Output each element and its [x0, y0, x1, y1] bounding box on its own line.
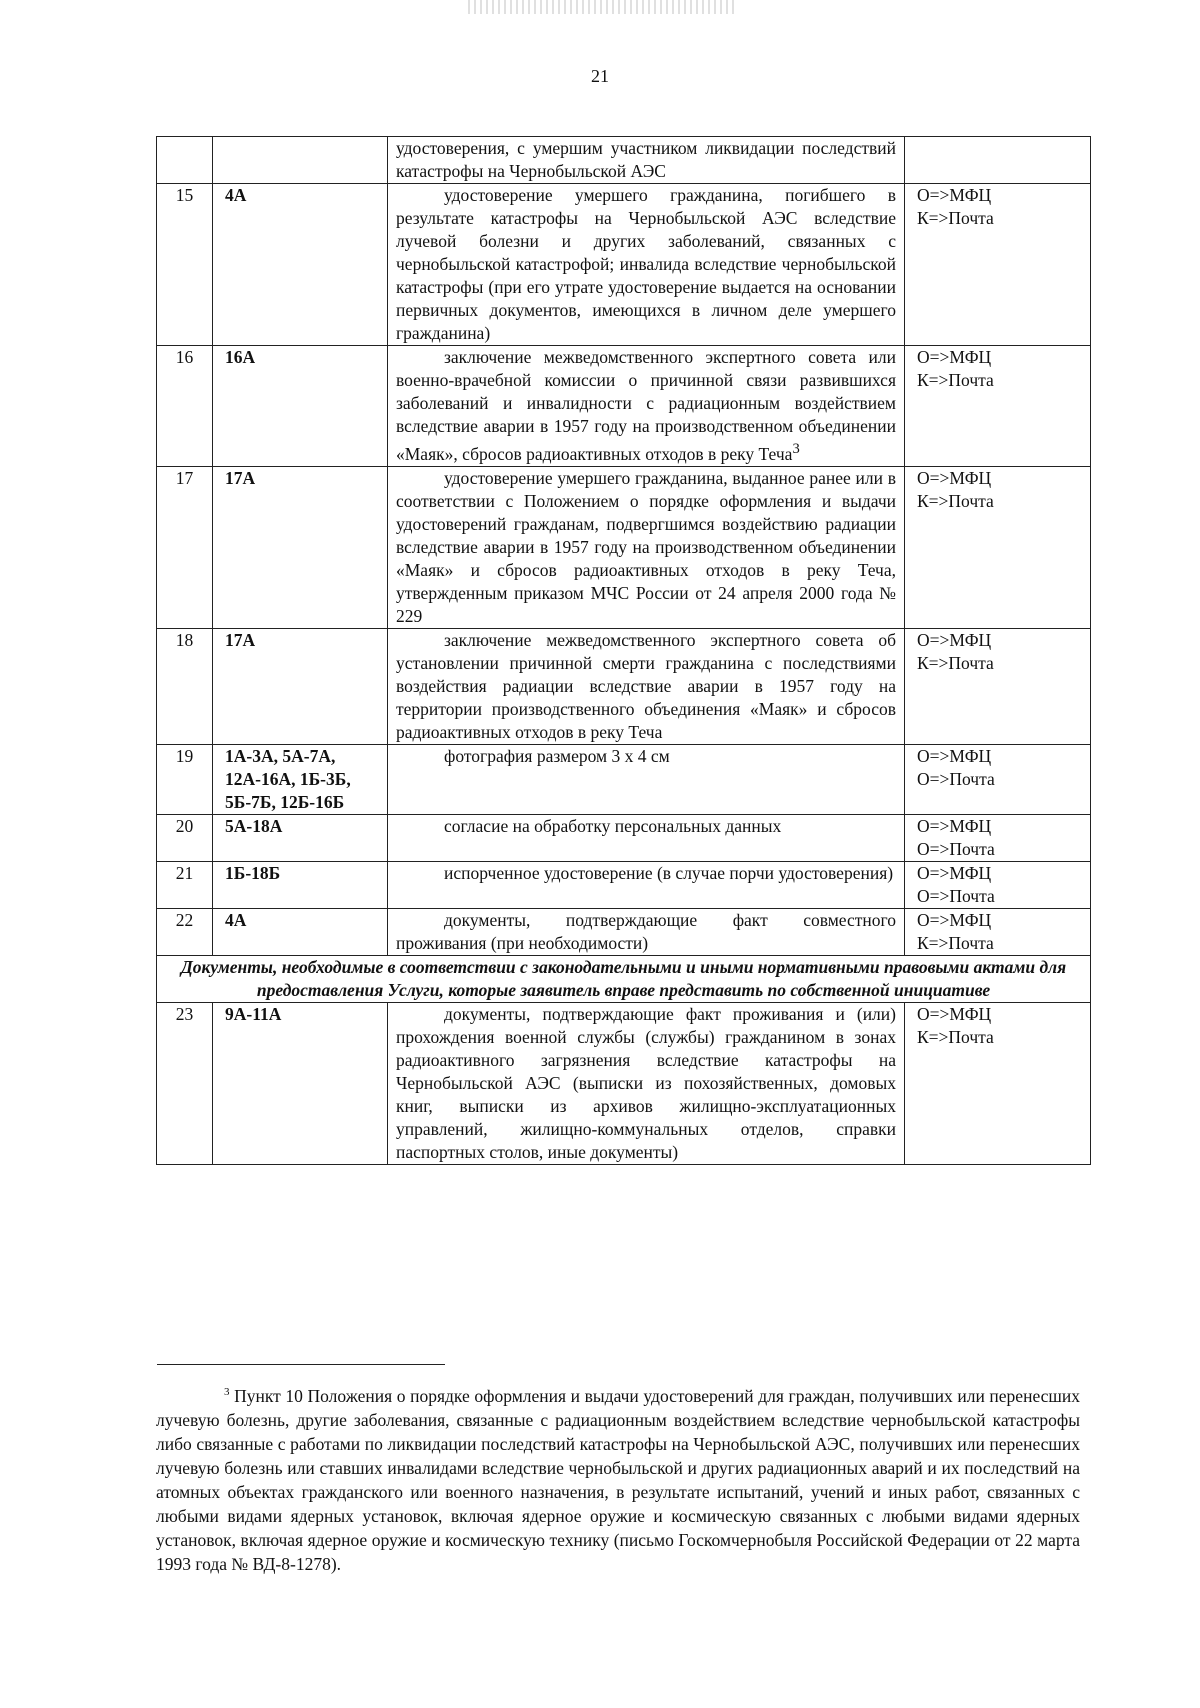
row-number: 15 — [157, 184, 213, 346]
row-applicant-code: 9А-11А — [213, 1002, 388, 1164]
documents-table — [156, 136, 1091, 1165]
row-applicant-code: 17А — [213, 466, 388, 628]
row-applicant-code: 4А — [213, 184, 388, 346]
row-delivery-method: О=>МФЦ О=>Почта — [905, 814, 1091, 861]
row-number — [157, 137, 213, 184]
footnote-divider — [157, 1364, 445, 1365]
footnote — [156, 1380, 1080, 1576]
row-applicant-code: 16А — [213, 346, 388, 467]
table-row — [157, 1002, 1091, 1164]
description-text: заключение межведомственного экспертного совета или военно-врачебной комиссии о причинной связи развившихся заболеваний и инвалидности с радиационным воздействием вследствие аварии в 1957 году на производственном объединении «Маяк», сбросов радиоактивных отходов в реку Теча — [396, 347, 896, 464]
row-document-description: согласие на обработку персональных данных — [388, 814, 905, 861]
table-row — [157, 137, 1091, 184]
row-document-description: удостоверение умершего гражданина, погибшего в результате катастрофы на Чернобыльской АЭС вследствие лучевой болезни и других заболеваний, связанных с чернобыльской катастрофой; инвалида вследствие чернобыльской катастрофы (при его утрате удостоверение выдается на основании первичных документов, имеющихся в личном деле умершего гражданина) — [388, 184, 905, 346]
row-number: 22 — [157, 908, 213, 955]
footnote-text: Пункт 10 Положения о порядке оформления и выдачи удостоверений для граждан, получивших или перенесших лучевую болезнь, другие заболевания, связанные с радиационным воздействием вследствие чернобыльской катастрофы либо связанные с работами по ликвидации последствий катастрофы на Чернобыльской АЭС, получивших или перенесших лучевую болезнь или ставших инвалидами вследствие чернобыльской и других радиационных аварий и их последствий на атомных объектах гражданского или военного назначения, в результате испытаний, учений и иных работ, связанных с любыми видами ядерных установок, включая ядерное оружие и космическую связанных с любыми видами ядерных установок, включая ядерное оружие и космическую технику (письмо Госкомчернобыля Российской Федерации от 22 марта 1993 года № ВД-8-1278). — [156, 1385, 1081, 1574]
table-row — [157, 861, 1091, 908]
scan-artifact — [468, 0, 738, 14]
table-row — [157, 184, 1091, 346]
row-applicant-code: 1Б-18Б — [213, 861, 388, 908]
row-number: 20 — [157, 814, 213, 861]
table-row — [157, 628, 1091, 744]
row-delivery-method: О=>МФЦ О=>Почта — [905, 744, 1091, 814]
row-delivery-method: О=>МФЦ К=>Почта — [905, 628, 1091, 744]
table-row — [157, 346, 1091, 467]
row-document-description: фотография размером 3 х 4 см — [388, 744, 905, 814]
row-document-description — [388, 346, 905, 467]
row-applicant-code: 4А — [213, 908, 388, 955]
table-row — [157, 744, 1091, 814]
row-document-description: испорченное удостоверение (в случае порчи удостоверения) — [388, 861, 905, 908]
row-number: 17 — [157, 466, 213, 628]
row-number: 16 — [157, 346, 213, 467]
row-document-description: документы, подтверждающие факт проживания и (или) прохождения военной службы (службы) гражданином в зонах радиоактивного загрязнения вследствие катастрофы на Чернобыльской АЭС (выписки из похозяйственных, домовых книг, выписки из архивов жилищно-эксплуатационных управлений, жилищно-коммунальных отделов, справки паспортных столов, иные документы) — [388, 1002, 905, 1164]
row-applicant-code: 17А — [213, 628, 388, 744]
row-number: 18 — [157, 628, 213, 744]
row-delivery-method: О=>МФЦ К=>Почта — [905, 466, 1091, 628]
row-document-description: удостоверения, с умершим участником ликвидации последствий катастрофы на Чернобыльской АЭС — [388, 137, 905, 184]
row-document-description: документы, подтверждающие факт совместного проживания (при необходимости) — [388, 908, 905, 955]
section-heading: Документы, необходимые в соответствии с законодательными и иными нормативными правовыми актами для предоставления Услуги, которые заявитель вправе представить по собственной инициативе — [157, 955, 1091, 1002]
row-delivery-method — [905, 137, 1091, 184]
row-document-description: заключение межведомственного экспертного совета об установлении причинной смерти гражданина с последствиями воздействия радиации вследствие аварии в 1957 году на территории производственного объединения «Маяк» и сбросов радиоактивных отходов в реку Теча — [388, 628, 905, 744]
row-delivery-method: О=>МФЦ К=>Почта — [905, 346, 1091, 467]
row-delivery-method: О=>МФЦ О=>Почта — [905, 861, 1091, 908]
footnote-mark: 3 — [224, 1386, 230, 1398]
row-delivery-method: О=>МФЦ К=>Почта — [905, 908, 1091, 955]
row-number: 23 — [157, 1002, 213, 1164]
page-number: 21 — [591, 66, 609, 86]
row-applicant-code: 5А-18А — [213, 814, 388, 861]
row-applicant-code: 1А-3А, 5А-7А, 12А-16А, 1Б-3Б, 5Б-7Б, 12Б-16Б — [213, 744, 388, 814]
footnote-reference: 3 — [792, 441, 800, 457]
row-delivery-method: О=>МФЦ К=>Почта — [905, 184, 1091, 346]
table-row — [157, 814, 1091, 861]
table-section-heading-row — [157, 955, 1091, 1002]
table-row — [157, 466, 1091, 628]
row-number: 19 — [157, 744, 213, 814]
row-delivery-method: О=>МФЦ К=>Почта — [905, 1002, 1091, 1164]
table-row — [157, 908, 1091, 955]
row-applicant-code — [213, 137, 388, 184]
row-number: 21 — [157, 861, 213, 908]
row-document-description: удостоверение умершего гражданина, выданное ранее или в соответствии с Положением о порядке оформления и выдачи удостоверений гражданам, подвергшимся воздействию радиации вследствие аварии в 1957 году на производственном объединении «Маяк» и сбросов радиоактивных отходов в реку Теча, утвержденным приказом МЧС России от 24 апреля 2000 года № 229 — [388, 466, 905, 628]
